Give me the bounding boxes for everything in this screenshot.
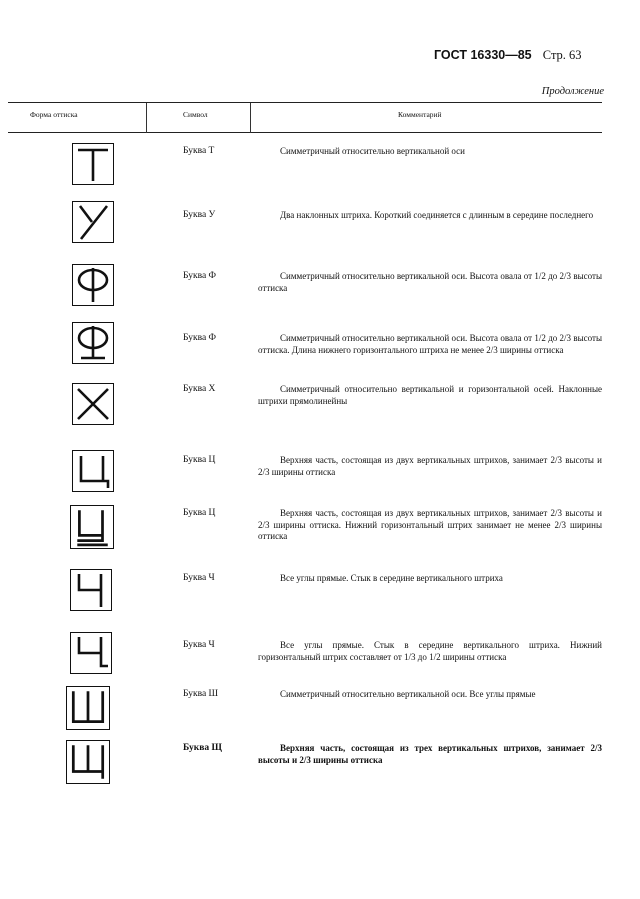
column-header-form: Форма оттиска <box>30 110 78 119</box>
symbol-label: Буква Ф <box>183 271 217 281</box>
comment-text: Все углы прямые. Стык в середине вертикального штриха. Нижний горизонтальный штрих составляет от 1/3 до 1/2 ширины оттиска <box>258 640 602 662</box>
symbol-label: Буква Щ <box>183 743 222 753</box>
letter-shcha-icon <box>66 740 110 784</box>
table-top-rule <box>8 102 602 103</box>
letter-te-icon <box>72 143 114 185</box>
symbol-label: Буква Х <box>183 384 216 394</box>
letter-ef-with-base-icon <box>72 322 114 364</box>
letter-che-with-base-icon <box>70 632 112 674</box>
comment-text: Симметричный относительно вертикальной оси. Высота овала от 1/2 до 2/3 высоты оттиска. Длина нижнего горизонтального штриха не менее 2/3 ширины оттиска <box>258 333 602 355</box>
comment-text: Симметричный относительно вертикальной оси. Все углы прямые <box>280 689 536 699</box>
letter-tse-with-base-icon <box>70 505 114 549</box>
comment-text: Верхняя часть, состоящая из двух вертикальных штрихов, занимает 2/3 высоты и 2/3 ширины оттиска. Нижний горизонтальный штрих занимает не менее 2/3 ширины оттиска <box>258 508 602 541</box>
comment-text: Симметричный относительно вертикальной оси. Высота овала от 1/2 до 2/3 высоты оттиска <box>258 271 602 293</box>
comment-text: Верхняя часть, состоящая из трех вертикальных штрихов, занимает 2/3 высоты и 2/3 ширины оттиска <box>258 743 602 765</box>
symbol-label: Буква Ц <box>183 455 216 465</box>
symbol-label: Буква Т <box>183 146 215 156</box>
page-header <box>434 48 582 63</box>
letter-kha-icon <box>72 383 114 425</box>
comment-text: Симметричный относительно вертикальной оси <box>280 146 465 156</box>
letter-che-icon <box>70 569 112 611</box>
page-number: Стр. 63 <box>542 48 582 62</box>
comment-text: Два наклонных штриха. Короткий соединяется с длинным в середине последнего <box>280 210 594 220</box>
column-divider-1 <box>146 103 147 133</box>
continuation-label: Продолжение <box>541 86 604 97</box>
symbol-label: Буква Ц <box>183 508 216 518</box>
comment-text: Верхняя часть, состоящая из двух вертикальных штрихов, занимает 2/3 высоты и 2/3 ширины оттиска <box>258 455 602 477</box>
letter-ef-icon <box>72 264 114 306</box>
symbol-label: Буква Ч <box>183 640 215 650</box>
symbol-label: Буква Ш <box>183 689 219 699</box>
symbol-label: Буква Ф <box>183 333 217 343</box>
column-divider-2 <box>250 103 251 133</box>
letter-sha-icon <box>66 686 110 730</box>
letter-u-icon <box>72 201 114 243</box>
standard-number: ГОСТ 16330—85 <box>434 48 532 62</box>
symbol-label: Буква Ч <box>183 573 215 583</box>
comment-text: Симметричный относительно вертикальной и горизонтальной осей. Наклонные штрихи прямолинейны <box>258 384 602 406</box>
letter-tse-icon <box>72 450 114 492</box>
column-header-comment: Комментарий <box>398 110 442 119</box>
column-header-symbol: Символ <box>183 110 208 119</box>
comment-text: Все углы прямые. Стык в середине вертикального штриха <box>280 573 503 583</box>
symbol-label: Буква У <box>183 210 216 220</box>
table-header-rule <box>8 132 602 133</box>
